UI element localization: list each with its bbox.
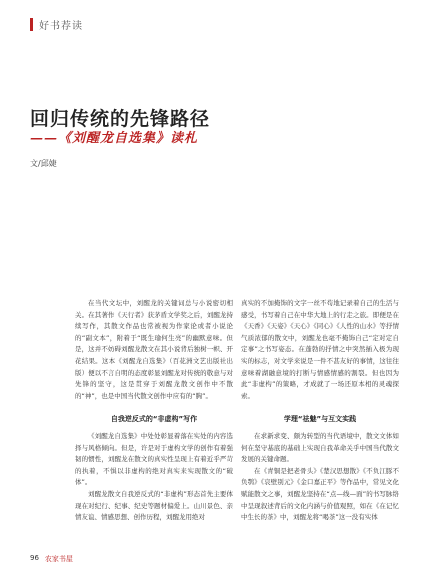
page-number: 96 [30,554,39,562]
paragraph: 刘醒龙散文自我逆反式的“非虚构”形态首先主要体现在对纪行、纪事、纪史等题材偏爱上。山川景色、亲情友谊、情感思想、创作历程，刘醒龙用绝对 [75,489,233,522]
paragraph: 《刘醒龙自选集》中处处彰显着落在实处的内容选择与风格倾向。但是，许是对于虚构文学的创作有着强韧的惯性，刘醒龙在散文的真实性呈现上有着近乎严苛的执着，不惧以非虚构的绝对真实来实现散文的“破体”。 [75,431,233,487]
paragraph: 在当代文坛中，刘醒龙的关键词总与小说密切相关。在其著作《天行者》获茅盾文学奖之后，刘醒龙持续写作，其散文作品也常被视为作家论或者小说论的“副文本”，附着于“既生瑜何生亮”的幽默意味。但是，这并不妨碍刘醒龙散文在其小说背后独树一帜、开花结果。这本《刘醒龙自选集》（百花洲文艺出版社出版）便以不言自明的态度彰显刘醒龙对传统的敬意与对先锋的坚守，这是贯穿于刘醒龙散文创作中不散的“神”，也是中国当代散文创作中应有的“胸”。 [75,299,233,400]
section-heading: 自我逆反式的“非虚构”写作 [110,415,198,424]
page-footer [30,554,73,564]
section-tag [30,17,83,32]
section-tag-bar [30,18,33,31]
paragraph: 在《青铜是把老骨头》《楚汉思想散》《不负江豚不负鹗》《哀壁别元》《金口嘉正平》等作品中，常见文化赋能散文之事，刘醒龙坚持在“点—线—面”的书写脉络中呈现叙述背后的文化内涵与价值观照，如在《在记忆中生长的茶》中，刘醒龙将“喝茶”这一没有实体 [241,466,399,522]
paragraph: 真实的不加掩饰的文字一丝不苟地记录着自己的生活与感受，书写着自己在中华大地上的行走之旅。即便是在《天香》《天姿》《天心》《同心》《人性的山水》等抒情气质浓郁的散文中，刘醒龙也毫不掩饰自己“定对定自定事”之书写姿态。在蓬勃的抒情之中突然插入极为现实的标志，对文学来说是一件不甚友好的事情，这往往意味着湖融意境的打断与情感情感的割裂。但也因为此“非虚构”的策略，才成就了一场还原本相的灵魂探索。 [241,299,399,400]
article-author: 文/邱婕 [30,159,57,168]
paragraph: 在求新求变、颇为转型的当代语境中，散文文体如何在坚守基底的基础上实现自我革命关乎中国当代散文发展的关键命题。 [241,431,399,464]
section-heading: 学理“祛魅”与互文实践 [283,415,357,424]
section-tag-label: 好书荐读 [39,21,83,32]
left-column [75,298,233,524]
right-column [241,298,399,524]
magazine-name: 农家书屋 [44,555,73,563]
article-subtitle: ——《刘醒龙自选集》读札 [30,131,199,146]
article-title: 回归传统的先锋路径 [30,108,211,130]
